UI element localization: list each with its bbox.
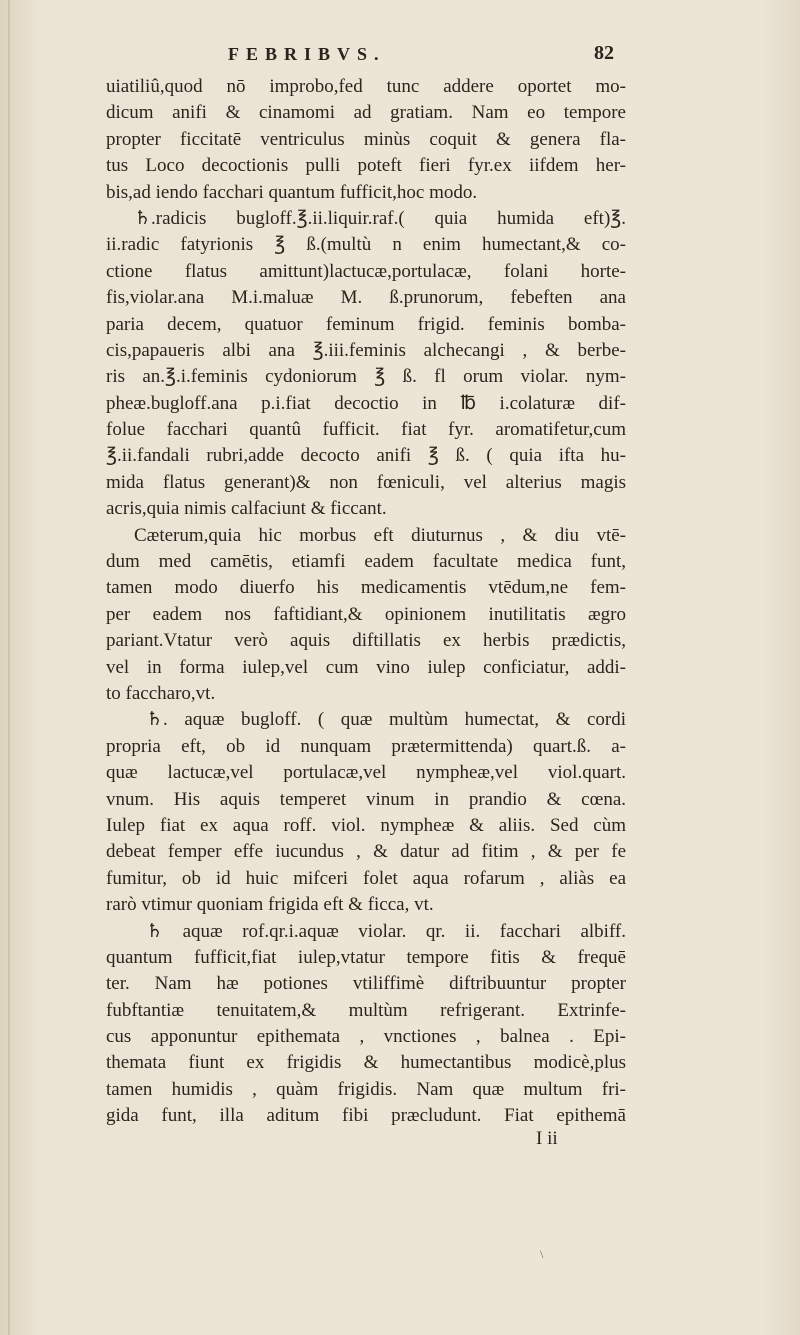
text-line: themata fiunt ex frigidis & humectantibus modicè,plus (106, 1052, 626, 1074)
text-line: Iulep fiat ex aqua roff. viol. nympheæ & aliis. Sed cùm (106, 814, 626, 836)
text-line: fumitur, ob id huic mifceri folet aqua rofarum , aliàs ea (106, 867, 626, 889)
text-line: ii.radic fatyrionis ℥ ß.(multù n enim humectant,& co- (106, 234, 626, 256)
text-line: acris,quia nimis calfaciunt & ficcant. (106, 498, 387, 520)
text-line: propria eft, ob id nunquam prætermittenda) quart.ß. a- (106, 735, 626, 757)
text-line: gida funt, illa aditum fibi præcludunt. Fiat epithemā (106, 1105, 626, 1127)
text-line: fubftantiæ tenuitatem,& multùm refrigerant. Extrinfe- (106, 999, 626, 1021)
text-line: ctione flatus amittunt)lactucæ,portulacæ, folani horte- (106, 260, 626, 282)
page-number: 82 (594, 42, 614, 64)
text-line: cis,papaueris albi ana ℥.iii.feminis alchecangi , & berbe- (106, 339, 626, 361)
text-line: per eadem nos faftidiant,& opinionem inutilitatis ægro (106, 603, 626, 625)
recipe-line: ♄ aquæ rof.qr.i.aquæ violar. qr. ii. facchari albiff. (146, 920, 626, 942)
text-line: ter. Nam hæ potiones vtiliffimè diftribuuntur propter (106, 973, 626, 995)
paragraph-start-line: Cæterum,quia hic morbus eft diuturnus , & diu vtē- (134, 524, 626, 546)
text-line: pheæ.bugloff.ana p.i.fiat decoctio in ℔ i.colaturæ dif- (106, 392, 626, 414)
text-line: bis,ad iendo facchari quantum fufficit,hoc modo. (106, 181, 478, 203)
text-line: folue facchari quantû fufficit. fiat fyr. aromatifetur,cum (106, 419, 626, 441)
text-line: fis,violar.ana M.i.maluæ M. ß.prunorum, febeften ana (106, 287, 626, 309)
text-line: quantum fufficit,fiat iulep,vtatur tempore fitis & frequē (106, 946, 626, 968)
text-line: tamen humidis , quàm frigidis. Nam quæ multum fri- (106, 1078, 626, 1100)
text-line: rarò vtimur quoniam frigida eft & ficca, vt. (106, 894, 434, 916)
text-line: pariant.Vtatur verò aquis diftillatis ex herbis prædictis, (106, 630, 626, 652)
page-gutter (8, 0, 10, 1335)
text-line: propter ficcitatē ventriculus minùs coquit & genera fla- (106, 128, 626, 150)
stray-mark: \ (540, 1247, 544, 1261)
recipe-line: ♄.radicis bugloff.℥.ii.liquir.raf.( quia humida eft)℥. (134, 207, 626, 229)
text-line: dicum anifi & cinamomi ad gratiam. Nam eo tempore (106, 102, 626, 124)
signature-mark: I ii (536, 1128, 558, 1149)
body-text (106, 74, 626, 1130)
text-line: mida flatus generant)& non fœniculi, vel alterius magis (106, 471, 626, 493)
text-line: to faccharo,vt. (106, 682, 216, 704)
text-line: tus Loco decoctionis pulli poteft fieri fyr.ex iifdem her- (106, 155, 626, 177)
text-line: quæ lactucæ,vel portulacæ,vel nympheæ,vel viol.quart. (106, 762, 626, 784)
text-line: ris an.℥.i.feminis cydoniorum ℥ ß. fl orum violar. nym- (106, 366, 626, 388)
recipe-line: ♄. aquæ bugloff. ( quæ multùm humectat, & cordi (146, 709, 626, 731)
text-line: dum med camētis, etiamfi eadem facultate medica funt, (106, 551, 626, 573)
running-head: FEBRIBVS. (228, 44, 386, 64)
text-line: tamen modo diuerfo his medicamentis vtēdum,ne fem- (106, 577, 626, 599)
text-line: cus apponuntur epithemata , vnctiones , balnea . Epi- (106, 1026, 626, 1048)
text-line: debeat femper effe iucundus , & datur ad fitim , & per fe (106, 841, 626, 863)
page-header (0, 40, 800, 70)
text-line: vel in forma iulep,vel cum vino iulep conficiatur, addi- (106, 656, 626, 678)
text-line: vnum. His aquis temperet vinum in prandio & cœna. (106, 788, 626, 810)
text-line: ℥.ii.fandali rubri,adde decocto anifi ℥ ß. ( quia ifta hu- (106, 445, 626, 467)
signature-line (106, 1128, 626, 1154)
text-line: paria decem, quatuor feminum frigid. feminis bomba- (106, 313, 626, 335)
text-line: uiatiliû,quod nō improbo,fed tunc addere oportet mo- (106, 76, 626, 97)
